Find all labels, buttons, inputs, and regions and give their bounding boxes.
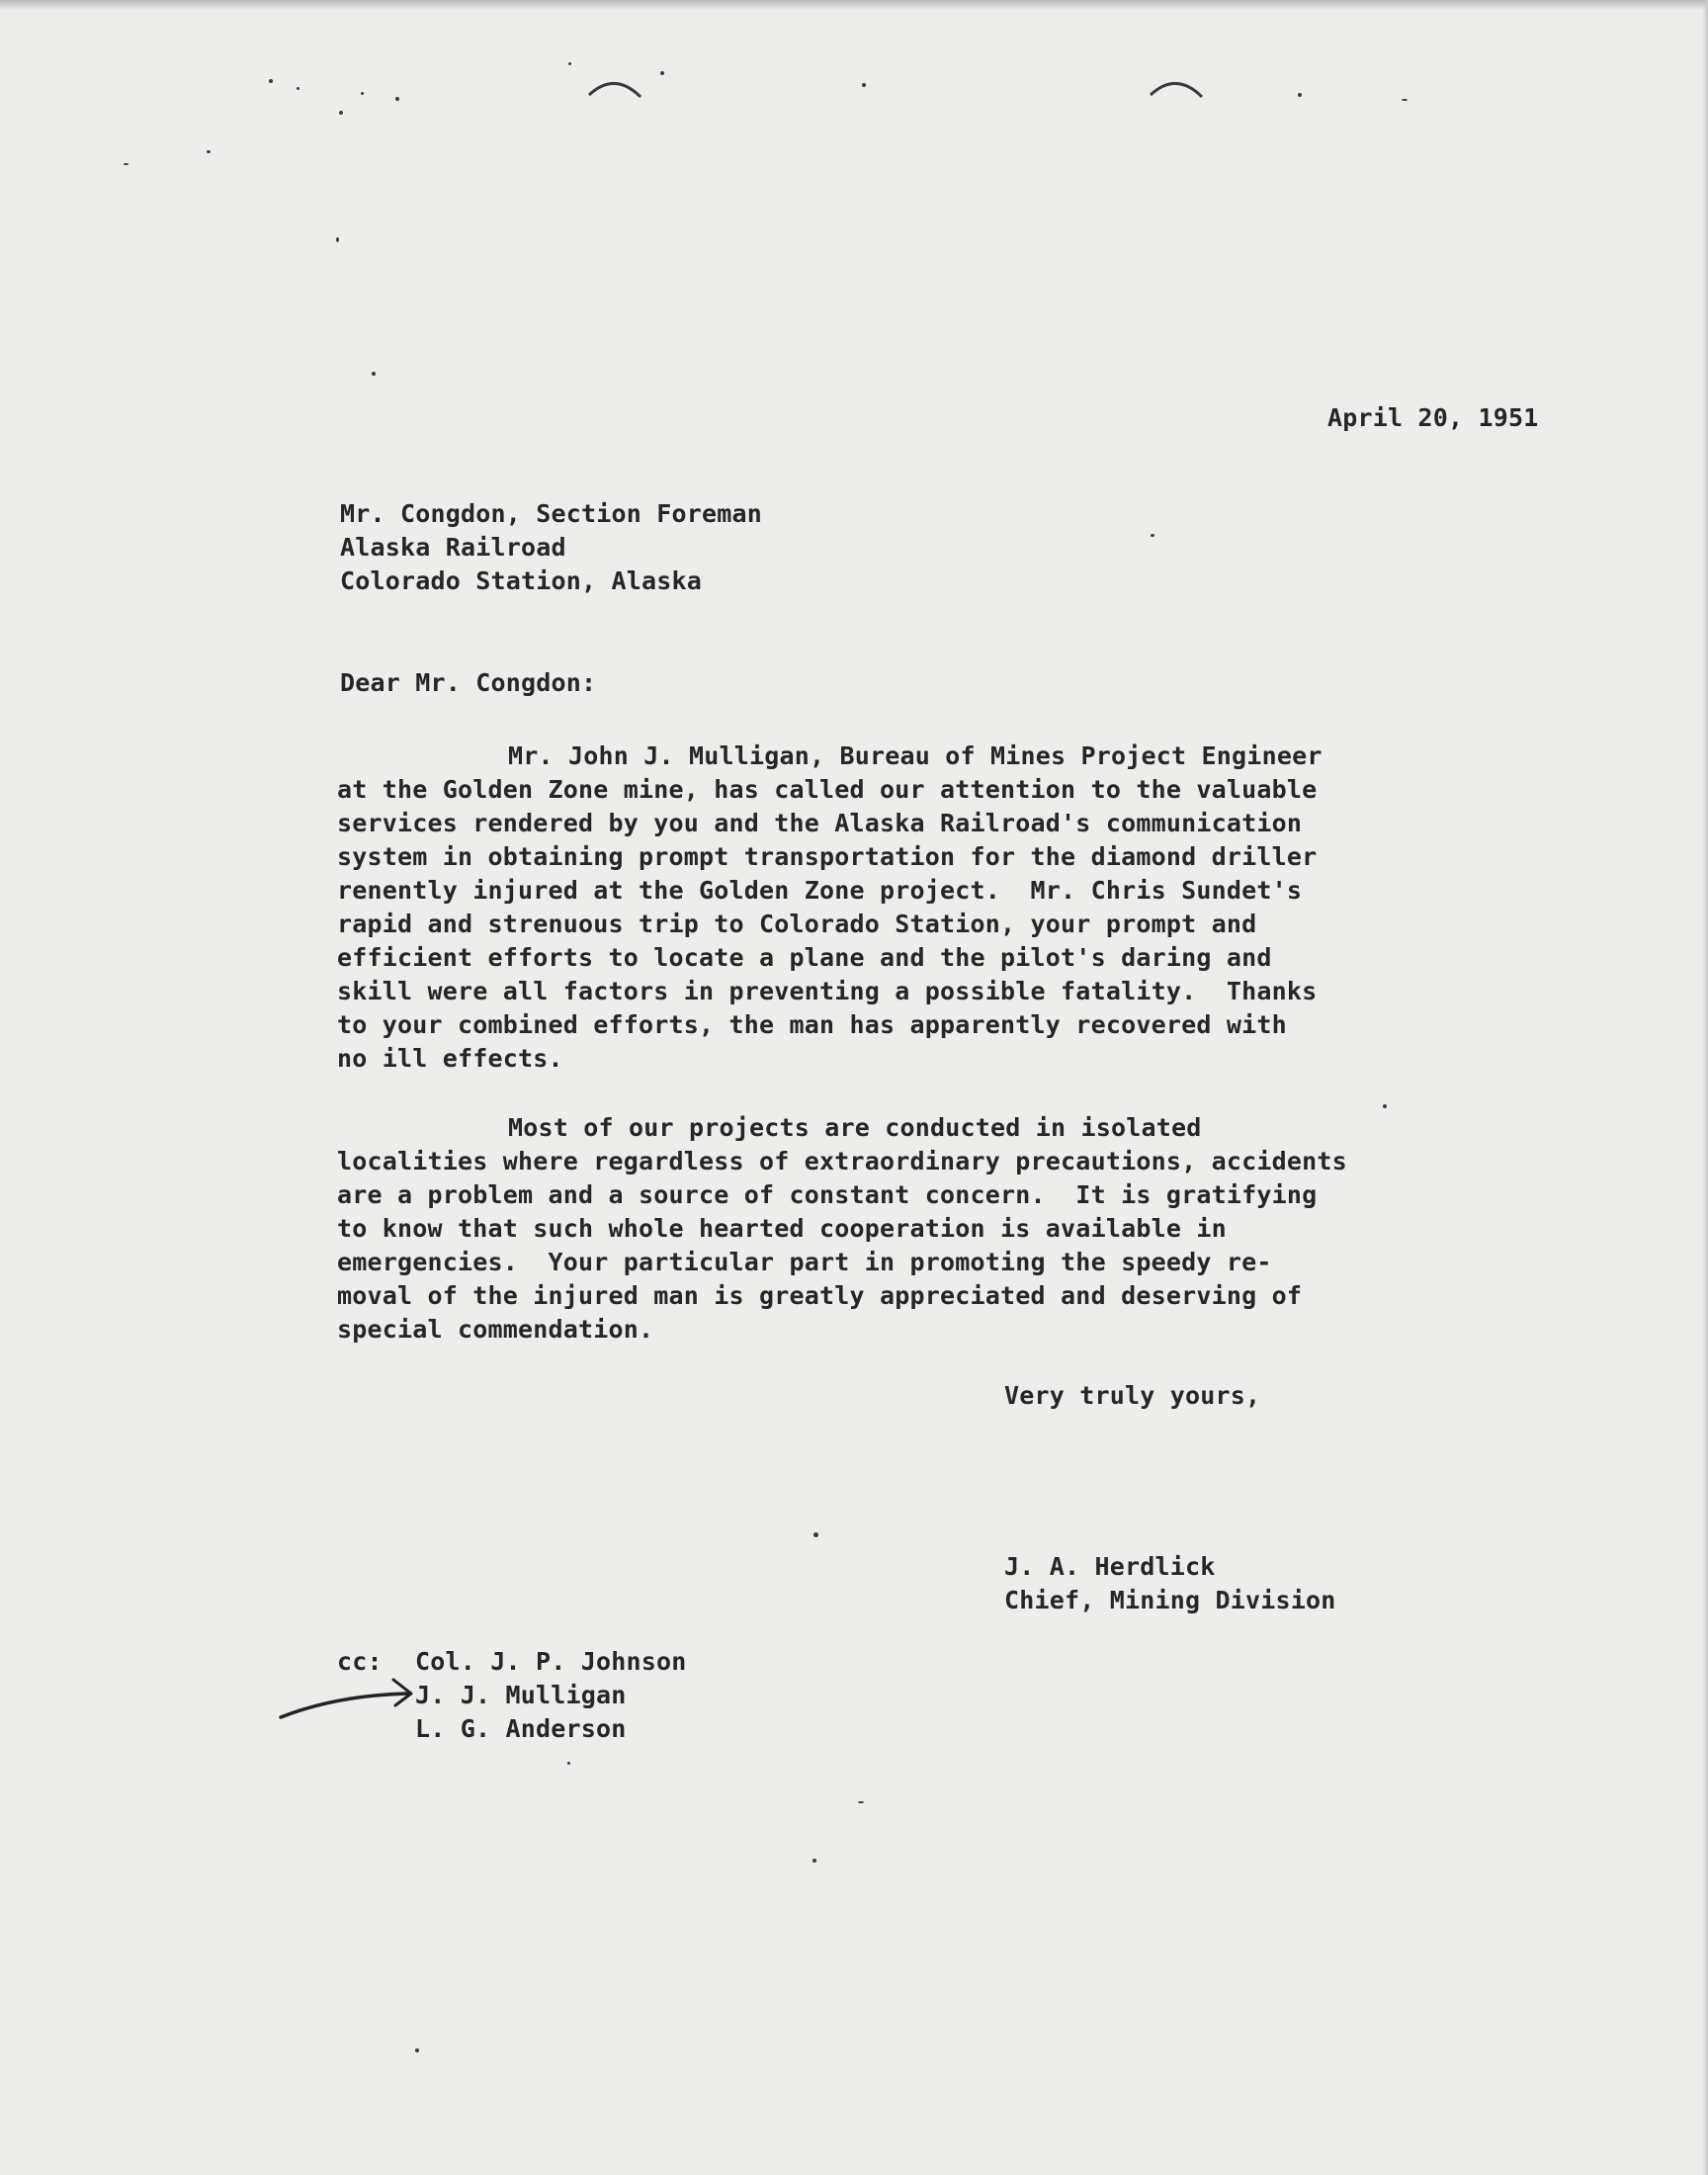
closing: Very truly yours, — [1004, 1381, 1261, 1410]
paragraph-line: services rendered by you and the Alaska Railroad's communication — [337, 809, 1303, 837]
paragraph-line: rapid and strenuous trip to Colorado Station, your prompt and — [337, 910, 1257, 938]
paragraph-line: special commendation. — [337, 1315, 654, 1344]
scan-speck — [395, 97, 399, 101]
recipient-line: Alaska Railroad — [340, 533, 566, 562]
scan-speck — [1402, 99, 1408, 101]
recipient-line: Colorado Station, Alaska — [340, 566, 703, 595]
scan-speck — [813, 1532, 818, 1537]
paragraph-line: Most of our projects are conducted in isolated — [508, 1113, 1202, 1142]
scan-speck — [372, 372, 376, 376]
punch-hole-mark — [585, 73, 644, 103]
paragraph-line: skill were all factors in preventing a possible fatality. Thanks — [337, 977, 1318, 1005]
paragraph-line: are a problem and a source of constant concern. It is gratifying — [337, 1180, 1318, 1209]
paragraph-line: localities where regardless of extraordinary precautions, accidents — [337, 1147, 1347, 1175]
scan-speck — [812, 1859, 816, 1863]
paragraph-line: at the Golden Zone mine, has called our attention to the valuable — [337, 775, 1318, 804]
scan-speck — [207, 150, 211, 153]
scan-edge-top — [0, 0, 1708, 10]
cc-name: Col. J. P. Johnson — [415, 1647, 687, 1676]
scan-speck — [568, 62, 571, 65]
scan-speck — [1383, 1104, 1387, 1108]
letter-date: April 20, 1951 — [1327, 403, 1539, 432]
paragraph-line: to know that such whole hearted cooperation is available in — [337, 1214, 1227, 1243]
signer-name: J. A. Herdlick — [1004, 1552, 1216, 1581]
scan-speck — [415, 2048, 419, 2052]
scan-speck — [1151, 534, 1154, 537]
paragraph-line: Mr. John J. Mulligan, Bureau of Mines Project Engineer — [508, 741, 1323, 770]
punch-hole-mark — [1147, 73, 1206, 103]
scan-speck — [336, 237, 339, 242]
scan-edge-right — [1702, 0, 1708, 2175]
scan-speck — [124, 163, 128, 165]
handwritten-arrow-icon — [277, 1666, 425, 1725]
cc-name: J. J. Mulligan — [415, 1681, 627, 1709]
scan-speck — [567, 1762, 570, 1765]
paragraph-line: no ill effects. — [337, 1044, 563, 1073]
scan-speck — [339, 111, 343, 115]
paragraph-line: to your combined efforts, the man has apparently recovered with — [337, 1010, 1287, 1039]
paragraph-line: emergencies. Your particular part in promoting the speedy re- — [337, 1248, 1272, 1276]
paragraph-line: moval of the injured man is greatly appreciated and deserving of — [337, 1281, 1303, 1310]
recipient-line: Mr. Congdon, Section Foreman — [340, 499, 763, 528]
paragraph-line: system in obtaining prompt transportation for the diamond driller — [337, 842, 1318, 871]
cc-name: L. G. Anderson — [415, 1714, 627, 1743]
scan-speck — [361, 92, 364, 95]
paragraph-line: efficient efforts to locate a plane and the pilot's daring and — [337, 943, 1272, 972]
scan-speck — [862, 83, 866, 87]
scan-speck — [858, 1801, 864, 1803]
scan-speck — [297, 87, 299, 90]
scan-speck — [1298, 93, 1302, 97]
scan-speck — [660, 71, 664, 75]
salutation: Dear Mr. Congdon: — [340, 668, 597, 697]
scan-speck — [269, 79, 273, 83]
paragraph-line: renently injured at the Golden Zone project. Mr. Chris Sundet's — [337, 876, 1303, 905]
cc-label: cc: — [337, 1647, 383, 1676]
signer-title: Chief, Mining Division — [1004, 1586, 1336, 1614]
